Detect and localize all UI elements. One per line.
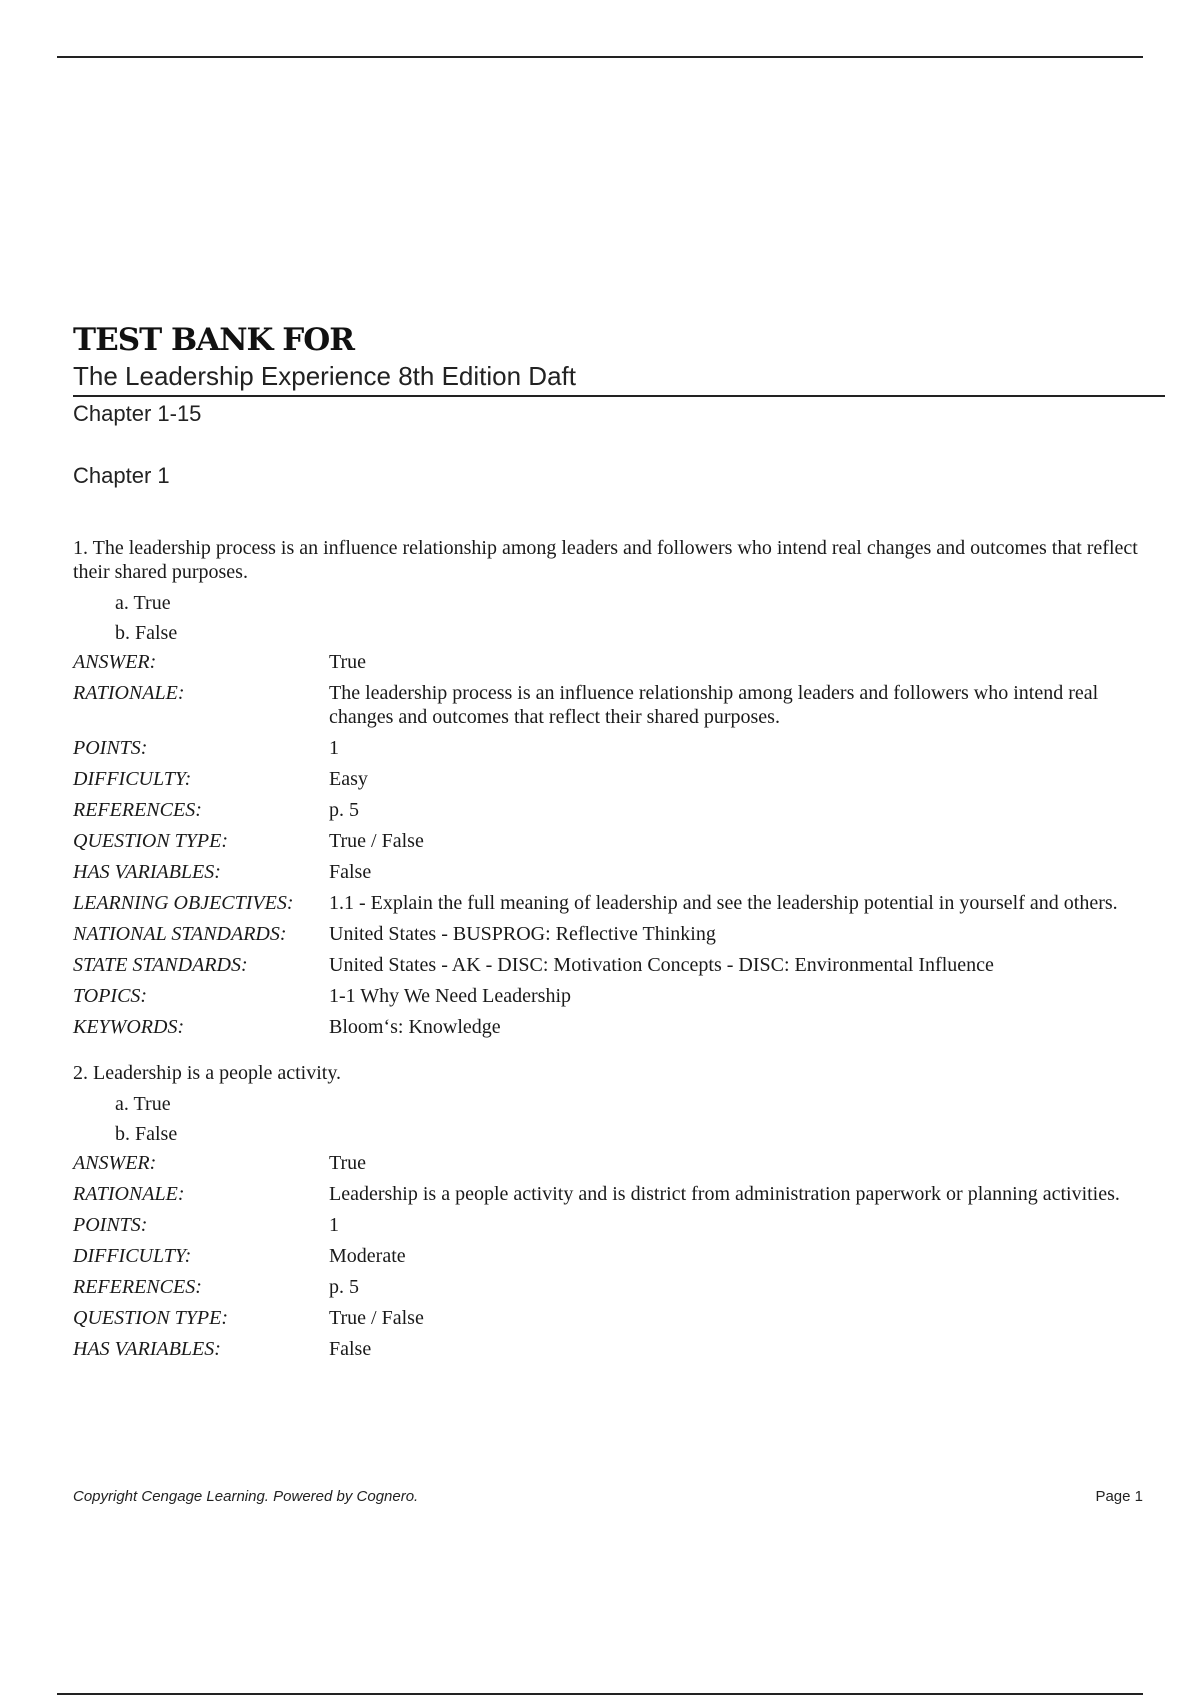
meta-value: False: [329, 1338, 372, 1360]
meta-label: KEYWORDS:: [73, 1016, 185, 1038]
meta-value: Easy: [329, 768, 368, 790]
meta-value: 1: [329, 737, 339, 759]
question-text: 1. The leadership process is an influence relationship among leaders and followers who intend real changes and outcomes that reflect their shared purposes.: [73, 537, 1138, 583]
meta-label: LEARNING OBJECTIVES:: [73, 892, 294, 914]
meta-points: [73, 736, 1153, 760]
meta-value: 1: [329, 1214, 339, 1236]
meta-value: True: [329, 651, 367, 673]
meta-value: 1.1 - Explain the full meaning of leadership and see the leadership potential in yourself and others.: [329, 892, 1118, 914]
meta-label: TOPICS:: [73, 985, 148, 1007]
meta-label: RATIONALE:: [73, 682, 185, 704]
option-true: a. True: [115, 1093, 171, 1115]
meta-question-type: [73, 1306, 1153, 1330]
meta-value: True / False: [329, 1307, 424, 1329]
meta-question-type: [73, 829, 1153, 853]
meta-label: POINTS:: [73, 1214, 148, 1236]
chapter-heading: Chapter 1: [73, 463, 170, 488]
meta-answer: [73, 650, 1153, 674]
meta-label: QUESTION TYPE:: [73, 830, 229, 852]
meta-difficulty: [73, 1244, 1153, 1268]
option-true: a. True: [115, 592, 171, 614]
meta-label: ANSWER:: [73, 1152, 157, 1174]
meta-label: REFERENCES:: [73, 1276, 202, 1298]
meta-rationale: [73, 1182, 1153, 1206]
meta-label: NATIONAL STANDARDS:: [73, 923, 287, 945]
page-top-rule: [57, 56, 1143, 58]
page-bottom-rule: [57, 1693, 1143, 1695]
meta-national-standards: [73, 922, 1153, 946]
meta-points: [73, 1213, 1153, 1237]
footer-copyright: Copyright Cengage Learning. Powered by Cognero.: [73, 1488, 419, 1505]
meta-references: [73, 1275, 1153, 1299]
meta-label: POINTS:: [73, 737, 148, 759]
meta-topics: [73, 984, 1153, 1008]
meta-label: HAS VARIABLES:: [73, 1338, 221, 1360]
meta-value: The leadership process is an influence relationship among leaders and followers who intend real changes and outcomes that reflect their shared purposes.: [329, 682, 1099, 728]
question-text: 2. Leadership is a people activity.: [73, 1062, 342, 1084]
question-2: [73, 1061, 1153, 1361]
meta-rationale: [73, 681, 1153, 729]
document-title: TEST BANK FOR: [73, 322, 355, 358]
question-metadata: [73, 650, 1153, 1039]
meta-label: REFERENCES:: [73, 799, 202, 821]
meta-difficulty: [73, 767, 1153, 791]
question-list: [73, 536, 1153, 1383]
question-1: [73, 536, 1153, 1039]
meta-label: RATIONALE:: [73, 1183, 185, 1205]
chapter-range: Chapter 1-15: [73, 401, 202, 426]
meta-value: True / False: [329, 830, 424, 852]
page-footer: [73, 1488, 1143, 1505]
meta-value: 1-1 Why We Need Leadership: [329, 985, 572, 1007]
meta-keywords: [73, 1015, 1153, 1039]
option-false: b. False: [115, 622, 178, 644]
meta-has-variables: [73, 1337, 1153, 1361]
meta-answer: [73, 1151, 1153, 1175]
meta-label: STATE STANDARDS:: [73, 954, 248, 976]
meta-value: Bloom‘s: Knowledge: [329, 1016, 501, 1038]
meta-label: QUESTION TYPE:: [73, 1307, 229, 1329]
meta-has-variables: [73, 860, 1153, 884]
meta-label: DIFFICULTY:: [73, 768, 192, 790]
meta-value: Moderate: [329, 1245, 406, 1267]
meta-value: p. 5: [329, 799, 359, 821]
meta-references: [73, 798, 1153, 822]
document-header: [73, 320, 1165, 491]
option-false: b. False: [115, 1123, 178, 1145]
meta-value: Leadership is a people activity and is district from administration paperwork or planning activities.: [329, 1183, 1120, 1205]
book-title: The Leadership Experience 8th Edition Daft: [73, 360, 1165, 397]
meta-label: DIFFICULTY:: [73, 1245, 192, 1267]
meta-value: False: [329, 861, 372, 883]
question-metadata: [73, 1151, 1153, 1361]
meta-value: United States - AK - DISC: Motivation Concepts - DISC: Environmental Influence: [329, 954, 994, 976]
page-number: Page 1: [1095, 1488, 1143, 1505]
meta-value: p. 5: [329, 1276, 359, 1298]
meta-label: HAS VARIABLES:: [73, 861, 221, 883]
meta-value: True: [329, 1152, 367, 1174]
meta-state-standards: [73, 953, 1153, 977]
meta-learning-objectives: [73, 891, 1153, 915]
meta-label: ANSWER:: [73, 651, 157, 673]
meta-value: United States - BUSPROG: Reflective Thinking: [329, 923, 716, 945]
